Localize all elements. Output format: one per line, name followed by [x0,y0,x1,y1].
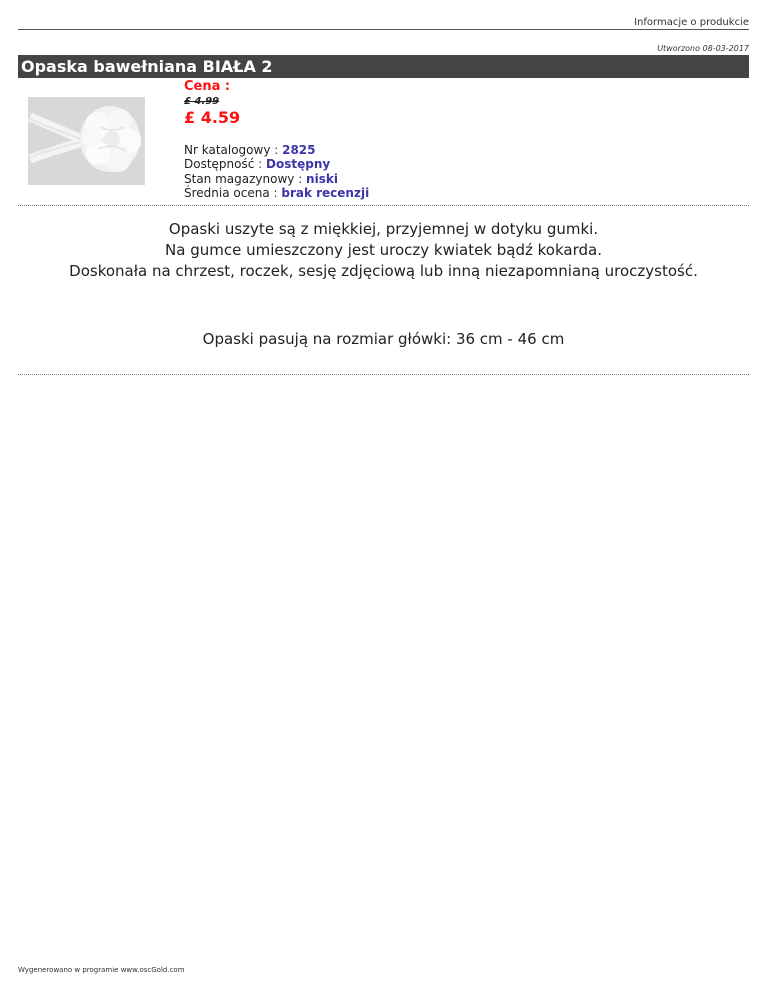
detail-rating [184,186,369,201]
header-divider [18,29,749,30]
detail-value: niski [306,171,338,186]
size-note: Opaski pasują na rozmiar główki: 36 cm - 46 cm [202,330,565,348]
new-price: £ 4.59 [184,107,241,127]
description-line: Opaski uszyte są z miękkiej, przyjemnej w dotyku gumki. [168,220,599,238]
detail-value: Dostępny [266,157,331,171]
detail-label: Nr katalogowy [184,142,271,157]
detail-separator: : [294,171,307,186]
detail-label: Dostępność [184,157,255,171]
detail-separator: : [254,157,267,171]
product-title: Opaska bawełniana BIAŁA 2 [18,55,749,78]
headband-photo-icon [28,97,145,185]
product-description [18,219,749,282]
detail-stock [184,172,369,187]
description-line: Na gumce umieszczony jest uroczy kwiatek bądź kokarda. [165,241,602,259]
footer-credit: Wygenerowano w programie www.oscGold.com [18,966,185,974]
detail-availability [184,157,369,172]
product-image [28,97,145,185]
dotted-divider [18,374,749,375]
detail-label: Stan magazynowy [184,171,295,186]
dotted-divider [18,205,749,206]
detail-catalog-number [184,143,369,158]
product-info [184,80,369,201]
detail-separator: : [270,142,283,157]
detail-separator: : [269,186,282,200]
detail-label: Średnia ocena [184,186,270,200]
spacer [184,128,369,143]
price-label: Cena : [184,79,231,94]
page-section-title: Informacje o produkcie [634,17,749,28]
detail-value: brak recenzji [281,186,370,200]
created-date: Utworzono 08-03-2017 [657,44,749,53]
old-price: £ 4.99 [184,95,220,107]
detail-value: 2825 [282,142,316,157]
description-line: Doskonała na chrzest, roczek, sesję zdjęciową lub inną niezapomnianą uroczystość. [69,262,698,280]
